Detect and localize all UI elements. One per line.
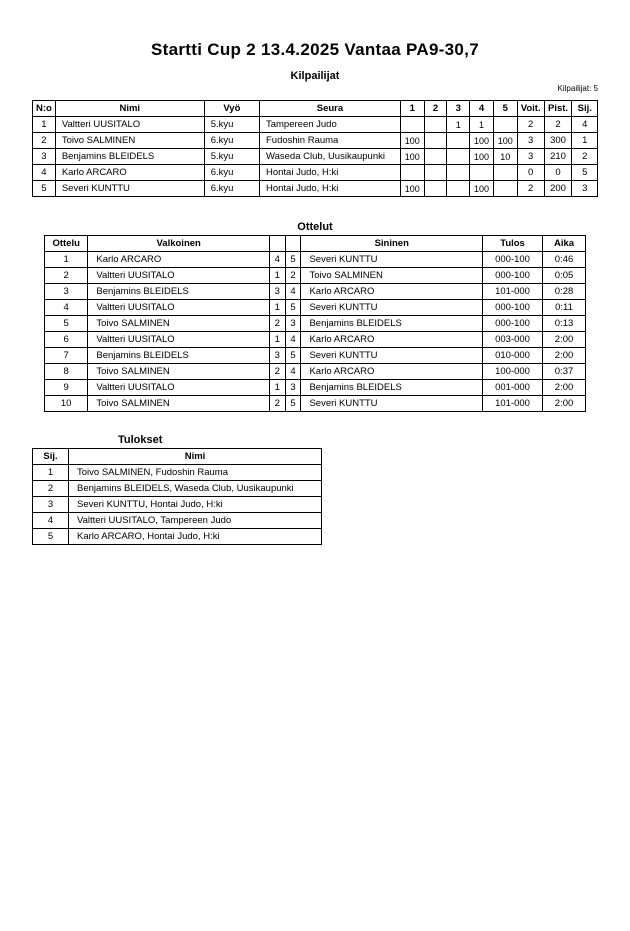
cell-aika: 0:28 [543,284,586,300]
cell-nimi: Toivo SALMINEN [55,133,204,149]
cell-ottelu-no: 2 [45,268,88,284]
cell-nimi: Karlo ARCARO, Hontai Judo, H:ki [69,529,322,545]
cell-sij: 5 [572,165,598,181]
cell-vyo: 6.kyu [204,181,259,197]
col-match-4: 4 [470,101,494,117]
col-voit: Voit. [517,101,544,117]
cell-nimi: Severi KUNTTU [55,181,204,197]
col-match-3: 3 [447,101,470,117]
cell-sininen-no: 5 [285,252,301,268]
col-match-5: 5 [493,101,517,117]
cell-sij: 2 [572,149,598,165]
cell-vyo: 5.kyu [204,149,259,165]
cell-valkoinen-no: 1 [269,332,285,348]
cell-valkoinen: Valtteri UUSITALO [88,300,270,316]
table-row [45,284,586,300]
table-row [33,165,598,181]
col-seura: Seura [259,101,400,117]
cell-nimi: Toivo SALMINEN, Fudoshin Rauma [69,465,322,481]
cell-sininen-no: 5 [285,396,301,412]
cell-m1: 100 [400,181,424,197]
cell-sininen: Benjamins BLEIDELS [301,380,483,396]
cell-valkoinen-no: 3 [269,348,285,364]
cell-valkoinen: Valtteri UUSITALO [88,332,270,348]
cell-sij: 5 [33,529,69,545]
cell-aika: 0:13 [543,316,586,332]
table-header-row [45,236,586,252]
table-row [45,364,586,380]
cell-m4: 100 [470,133,494,149]
cell-ottelu-no: 10 [45,396,88,412]
cell-vyo: 6.kyu [204,133,259,149]
cell-tulos: 000-100 [483,252,543,268]
cell-sininen-no: 2 [285,268,301,284]
cell-aika: 2:00 [543,348,586,364]
cell-m5: 10 [493,149,517,165]
cell-no: 4 [33,165,56,181]
cell-m4 [470,165,494,181]
cell-m2 [424,181,447,197]
col-ottelu: Ottelu [45,236,88,252]
cell-sininen: Severi KUNTTU [301,300,483,316]
table-row [45,268,586,284]
cell-m4: 100 [470,149,494,165]
cell-aika: 0:05 [543,268,586,284]
cell-sij: 4 [33,513,69,529]
col-nimi: Nimi [55,101,204,117]
cell-pist: 210 [544,149,572,165]
ottelut-caption: Ottelut [297,221,333,233]
cell-vyo: 5.kyu [204,117,259,133]
cell-valkoinen: Toivo SALMINEN [88,316,270,332]
cell-ottelu-no: 9 [45,380,88,396]
cell-no: 1 [33,117,56,133]
cell-sininen: Severi KUNTTU [301,396,483,412]
cell-valkoinen-no: 2 [269,364,285,380]
cell-sininen: Karlo ARCARO [301,332,483,348]
col-nimi: Nimi [69,449,322,465]
cell-sij: 4 [572,117,598,133]
cell-ottelu-no: 3 [45,284,88,300]
tulokset-table [32,448,322,545]
cell-m2 [424,149,447,165]
col-tulos: Tulos [483,236,543,252]
cell-m3 [447,181,470,197]
cell-tulos: 003-000 [483,332,543,348]
cell-ottelu-no: 5 [45,316,88,332]
col-p1 [269,236,285,252]
cell-sininen: Severi KUNTTU [301,252,483,268]
cell-m5 [493,165,517,181]
cell-valkoinen-no: 1 [269,300,285,316]
cell-voit: 0 [517,165,544,181]
table-row [33,181,598,197]
cell-nimi: Benjamins BLEIDELS [55,149,204,165]
cell-m2 [424,133,447,149]
table-row [33,497,322,513]
cell-tulos: 001-000 [483,380,543,396]
table-row [33,149,598,165]
cell-valkoinen: Valtteri UUSITALO [88,380,270,396]
cell-ottelu-no: 4 [45,300,88,316]
cell-sininen-no: 3 [285,316,301,332]
table-row [33,133,598,149]
cell-sininen-no: 4 [285,332,301,348]
table-row [45,300,586,316]
col-p2 [285,236,301,252]
cell-pist: 0 [544,165,572,181]
table-row [45,396,586,412]
cell-voit: 3 [517,149,544,165]
table-row [45,380,586,396]
cell-pist: 200 [544,181,572,197]
table-header-row [33,101,598,117]
cell-no: 2 [33,133,56,149]
cell-nimi: Valtteri UUSITALO, Tampereen Judo [69,513,322,529]
cell-aika: 2:00 [543,380,586,396]
table-header-row [33,449,322,465]
table-row [33,465,322,481]
cell-tulos: 000-100 [483,316,543,332]
kilpailijat-table [32,100,598,197]
cell-valkoinen-no: 1 [269,268,285,284]
tulokset-caption: Tulokset [118,434,163,446]
table-row [33,117,598,133]
cell-sij: 3 [572,181,598,197]
cell-m4: 1 [470,117,494,133]
page-title: Startti Cup 2 13.4.2025 Vantaa PA9-30,7 [151,40,479,59]
cell-pist: 2 [544,117,572,133]
kilpailijat-count: Kilpailijat: 5 [557,84,598,93]
cell-m5 [493,117,517,133]
cell-voit: 3 [517,133,544,149]
cell-m1 [400,165,424,181]
cell-sininen-no: 4 [285,284,301,300]
cell-sininen: Benjamins BLEIDELS [301,316,483,332]
document-page [0,40,630,931]
table-row [45,348,586,364]
cell-seura: Fudoshin Rauma [259,133,400,149]
cell-tulos: 010-000 [483,348,543,364]
cell-nimi: Benjamins BLEIDELS, Waseda Club, Uusikaupunki [69,481,322,497]
col-match-2: 2 [424,101,447,117]
cell-valkoinen-no: 2 [269,396,285,412]
cell-ottelu-no: 1 [45,252,88,268]
cell-no: 3 [33,149,56,165]
kilpailijat-caption: Kilpailijat [290,70,340,82]
cell-nimi: Karlo ARCARO [55,165,204,181]
cell-sininen-no: 5 [285,348,301,364]
cell-tulos: 000-100 [483,268,543,284]
cell-m1 [400,117,424,133]
tulokset-section [0,434,630,545]
cell-nimi: Severi KUNTTU, Hontai Judo, H:ki [69,497,322,513]
col-valkoinen: Valkoinen [88,236,270,252]
cell-valkoinen: Toivo SALMINEN [88,396,270,412]
cell-m1: 100 [400,133,424,149]
cell-sininen-no: 5 [285,300,301,316]
cell-seura: Tampereen Judo [259,117,400,133]
cell-m2 [424,117,447,133]
cell-tulos: 101-000 [483,284,543,300]
cell-pist: 300 [544,133,572,149]
cell-aika: 0:11 [543,300,586,316]
cell-aika: 0:37 [543,364,586,380]
cell-no: 5 [33,181,56,197]
cell-ottelu-no: 6 [45,332,88,348]
cell-m3 [447,133,470,149]
cell-voit: 2 [517,117,544,133]
cell-sininen: Karlo ARCARO [301,364,483,380]
cell-sij: 1 [572,133,598,149]
col-match-1: 1 [400,101,424,117]
cell-sij: 1 [33,465,69,481]
cell-seura: Hontai Judo, H:ki [259,181,400,197]
cell-valkoinen-no: 3 [269,284,285,300]
cell-m3 [447,165,470,181]
cell-sij: 2 [33,481,69,497]
table-row [45,252,586,268]
table-row [45,332,586,348]
cell-sininen: Severi KUNTTU [301,348,483,364]
table-row [45,316,586,332]
cell-valkoinen: Karlo ARCARO [88,252,270,268]
col-vyo: Vyö [204,101,259,117]
cell-valkoinen: Toivo SALMINEN [88,364,270,380]
cell-valkoinen: Valtteri UUSITALO [88,268,270,284]
col-sininen: Sininen [301,236,483,252]
cell-m3: 1 [447,117,470,133]
cell-sininen-no: 3 [285,380,301,396]
col-sij: Sij. [572,101,598,117]
cell-m3 [447,149,470,165]
cell-ottelu-no: 7 [45,348,88,364]
cell-sininen: Karlo ARCARO [301,284,483,300]
cell-sininen: Toivo SALMINEN [301,268,483,284]
cell-seura: Waseda Club, Uusikaupunki [259,149,400,165]
cell-valkoinen-no: 2 [269,316,285,332]
col-pist: Pist. [544,101,572,117]
cell-tulos: 100-000 [483,364,543,380]
cell-aika: 2:00 [543,332,586,348]
cell-valkoinen: Benjamins BLEIDELS [88,284,270,300]
kilpailijat-count-row [0,82,630,98]
cell-sij: 3 [33,497,69,513]
cell-seura: Hontai Judo, H:ki [259,165,400,181]
table-row [33,481,322,497]
cell-nimi: Valtteri UUSITALO [55,117,204,133]
cell-ottelu-no: 8 [45,364,88,380]
cell-tulos: 101-000 [483,396,543,412]
cell-voit: 2 [517,181,544,197]
cell-valkoinen-no: 4 [269,252,285,268]
cell-aika: 0:46 [543,252,586,268]
cell-tulos: 000-100 [483,300,543,316]
cell-m5 [493,181,517,197]
cell-m2 [424,165,447,181]
cell-vyo: 6.kyu [204,165,259,181]
table-row [33,529,322,545]
col-no: N:o [33,101,56,117]
cell-valkoinen-no: 1 [269,380,285,396]
table-row [33,513,322,529]
col-sij: Sij. [33,449,69,465]
ottelut-table [44,235,586,412]
cell-m4: 100 [470,181,494,197]
cell-aika: 2:00 [543,396,586,412]
cell-m1: 100 [400,149,424,165]
cell-valkoinen: Benjamins BLEIDELS [88,348,270,364]
cell-m5: 100 [493,133,517,149]
cell-sininen-no: 4 [285,364,301,380]
col-aika: Aika [543,236,586,252]
